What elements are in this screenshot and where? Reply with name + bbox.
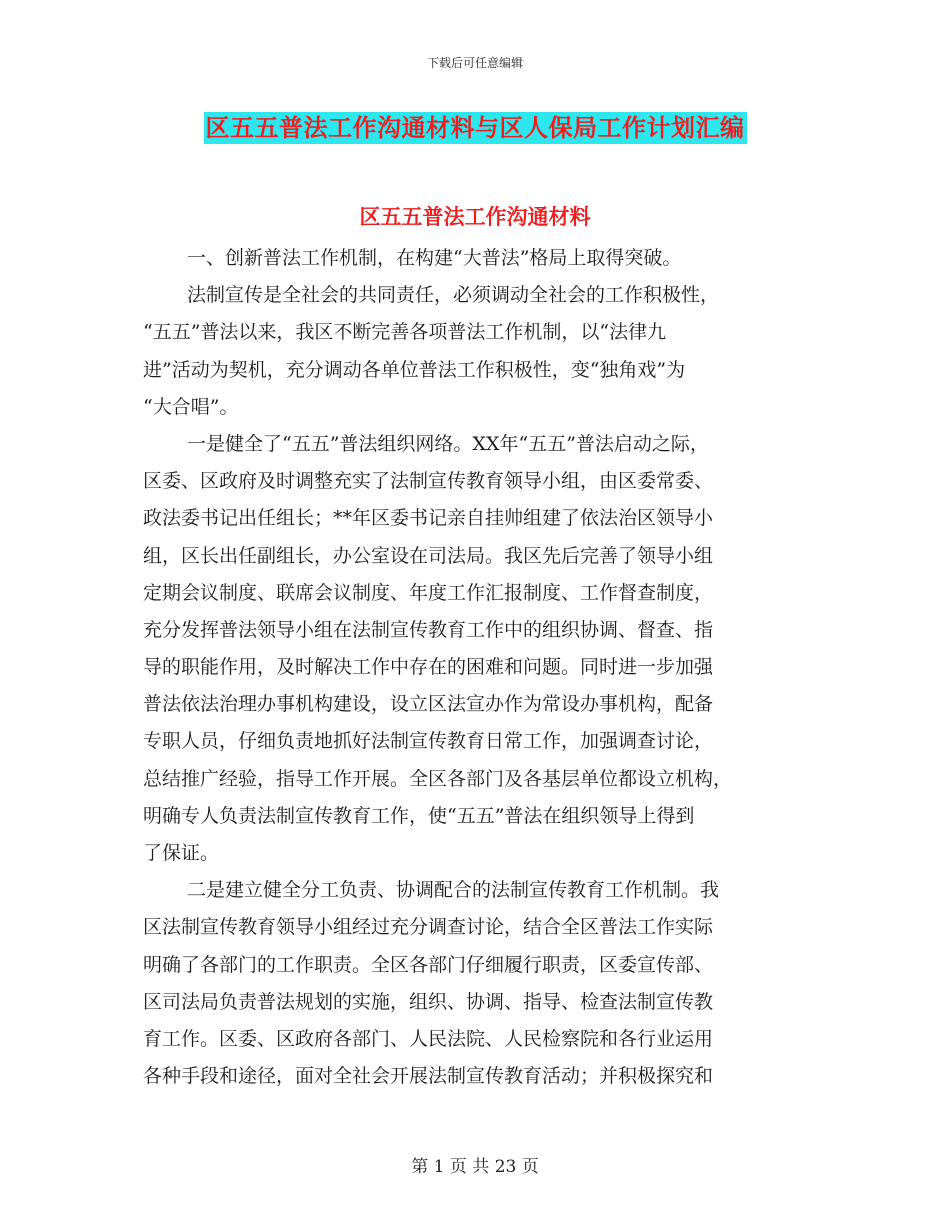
body-line: 一是健全了“五五”普法组织网络。XX年“五五”普法启动之际， (187, 432, 709, 455)
body-line: 政法委书记出任组长；**年区委书记亲自挂帅组建了依法治区领导小 (143, 507, 714, 530)
body-line: 区司法局负责普法规划的实施，组织、协调、指导、检查法制宣传教 (143, 990, 714, 1013)
body-line: 明确了各部门的工作职责。全区各部门仔细履行职责，区委宣传部、 (143, 953, 714, 976)
body-line: 专职人员，仔细负责地抓好法制宣传教育日常工作，加强调查讨论， (143, 730, 714, 753)
body-line: 区委、区政府及时调整充实了法制宣传教育领导小组，由区委常委、 (143, 470, 714, 493)
body-line: 定期会议制度、联席会议制度、年度工作汇报制度、工作督查制度， (143, 581, 714, 604)
body-line: 区法制宣传教育领导小组经过充分调查讨论，结合全区普法工作实际 (143, 916, 714, 939)
body-line: 法制宣传是全社会的共同责任，必须调动全社会的工作积极性， (187, 284, 720, 307)
body-line: 了保证。 (143, 842, 220, 864)
body-line: “大合唱”。 (143, 395, 239, 418)
body-line: 导的职能作用，及时解决工作中存在的困难和问题。同时进一步加强 (143, 656, 714, 679)
main-title: 区五五普法工作沟通材料与区人保局工作计划汇编 (205, 114, 745, 142)
body-line: 普法依法治理办事机构建设，设立区法宣办作为常设办事机构，配备 (143, 693, 714, 716)
body-line: 明确专人负责法制宣传教育工作，使“五五”普法在组织领导上得到 (143, 804, 695, 827)
page-footer: 第 1 页 共 23 页 (411, 1157, 539, 1177)
body-line: “五五”普法以来，我区不断完善各项普法工作机制，以“法律九 (143, 321, 667, 344)
body-line: 二是建立健全分工负责、协调配合的法制宣传教育工作机制。我 (187, 879, 720, 902)
body-line: 组，区长出任副组长，办公室设在司法局。我区先后完善了领导小组 (143, 544, 714, 567)
main-title-container (0, 112, 950, 144)
body-line: 育工作。区委、区政府各部门、人民法院、人民检察院和各行业运用 (143, 1027, 714, 1050)
body-line: 一、创新普法工作机制，在构建“大普法”格局上取得突破。 (187, 247, 682, 269)
body-line: 充分发挥普法领导小组在法制宣传教育工作中的组织协调、督查、指 (143, 618, 714, 641)
body-line: 各种手段和途径，面对全社会开展法制宣传教育活动；并积极探究和 (143, 1065, 714, 1088)
body-line: 进”活动为契机，充分调动各单位普法工作积极性，变“独角戏”为 (143, 358, 686, 381)
section-title: 区五五普法工作沟通材料 (359, 205, 591, 229)
body-text (143, 222, 813, 1095)
body-line: 总结推广经验，指导工作开展。全区各部门及各基层单位都设立机构， (143, 767, 733, 790)
header-note: 下载后可任意编辑 (426, 56, 523, 70)
